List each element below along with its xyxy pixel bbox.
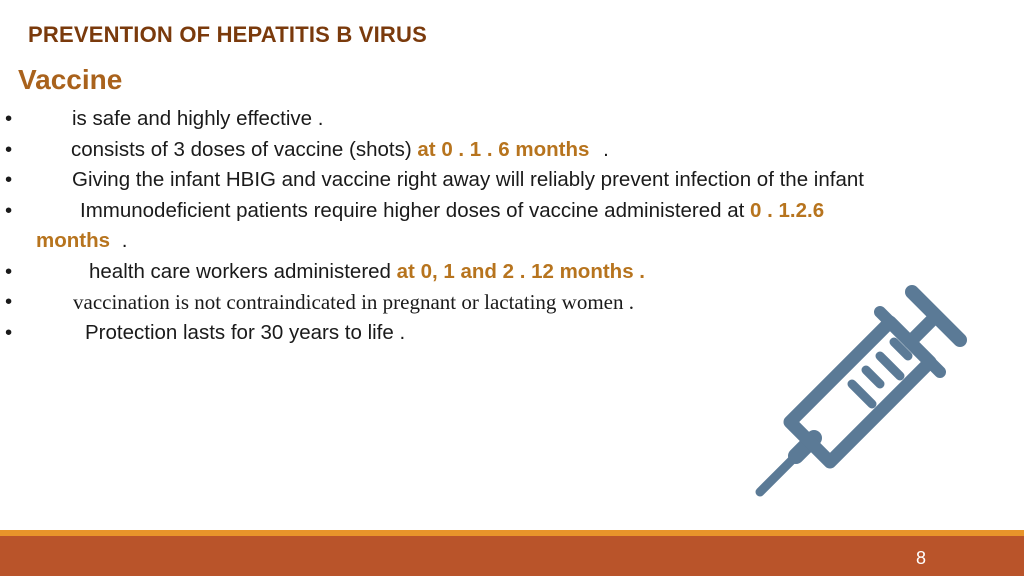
- bullet-text: is safe and highly effective .: [72, 107, 324, 130]
- bullet-highlight: at 0 . 1 . 6 months: [417, 137, 590, 161]
- slide-subtitle: Vaccine: [18, 64, 123, 95]
- bullet-text: Giving the infant HBIG and vaccine right away will reliably prevent infection of the infant: [72, 168, 864, 191]
- bullet-item: [0, 196, 1010, 257]
- bullet-item: [0, 135, 1010, 166]
- bullet-marker: •: [5, 168, 13, 191]
- bullet-highlight: 0 . 1.2.6: [750, 198, 825, 222]
- bullet-text-after: .: [597, 137, 609, 161]
- bullet-marker: •: [5, 320, 13, 344]
- bullet-text: Protection lasts for 30 years to life .: [85, 320, 406, 344]
- bullet-item: [0, 104, 1010, 135]
- bullet-text: vaccination is not contraindicated in pregnant or lactating women .: [73, 290, 634, 314]
- bullet-marker: •: [5, 259, 13, 283]
- footer-bar: [0, 536, 1024, 576]
- bullet-marker: •: [5, 198, 13, 222]
- bullet-marker: •: [5, 290, 13, 313]
- bullet-text-after: .: [116, 229, 128, 252]
- bullet-marker: •: [5, 137, 13, 161]
- bullet-highlight: at 0, 1 and 2 . 12 months .: [396, 259, 645, 283]
- page-number: 8: [916, 548, 927, 568]
- bullet-marker: •: [5, 107, 13, 130]
- bullet-text: health care workers administered: [89, 259, 397, 283]
- bullet-text: Immunodeficient patients require higher doses of vaccine administered at: [80, 198, 751, 222]
- syringe-icon: [740, 280, 980, 510]
- bullet-highlight-continued: months: [36, 229, 111, 252]
- bullet-item: [0, 165, 1010, 196]
- slide-title: PREVENTION OF HEPATITIS B VIRUS: [28, 22, 427, 47]
- bullet-text: consists of 3 doses of vaccine (shots): [71, 137, 418, 161]
